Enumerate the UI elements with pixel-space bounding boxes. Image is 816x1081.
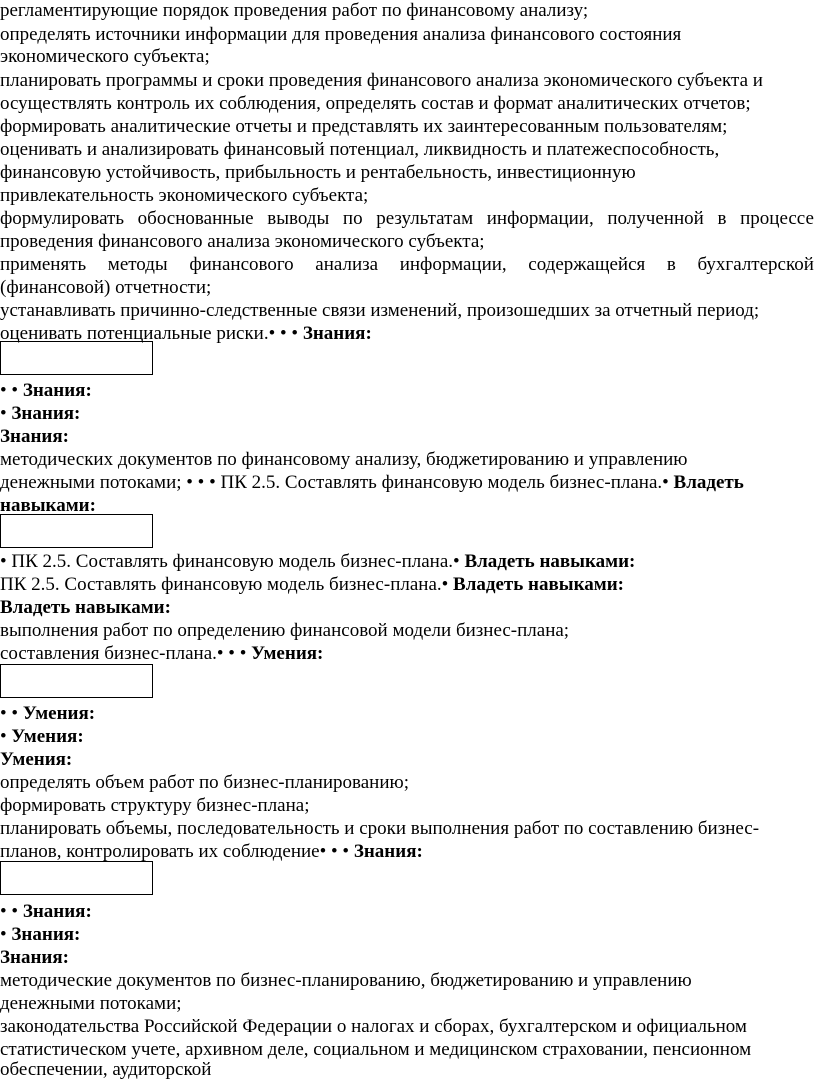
text-line (0, 901, 816, 923)
text-line (0, 597, 816, 619)
bullet-group: • • (0, 380, 19, 401)
bullet-group: • • • (319, 841, 350, 862)
text-line (0, 841, 816, 863)
text-line (0, 426, 816, 448)
text-line: экономического субъекта; (0, 46, 210, 67)
section-heading: Знания: (302, 323, 372, 344)
line-text: ПК 2.5. Составлять финансовую модель бизнес-плана. (0, 574, 442, 595)
text-line: выполнения работ по определению финансовой модели бизнес-плана; (0, 620, 570, 641)
text-line: определять источники информации для проведения анализа финансового состояния (0, 24, 682, 45)
text-line: финансовую устойчивость, прибыльность и рентабельность, инвестиционную (0, 162, 636, 183)
justified-line (0, 254, 814, 276)
word: в (666, 254, 676, 275)
text-line: устанавливать причинно-следственные связи изменений, произошедших за отчетный период; (0, 300, 760, 321)
word: бухгалтерской (697, 254, 814, 275)
word: выводы (267, 208, 330, 229)
section-heading: Знания: (0, 426, 69, 447)
word: применять (0, 254, 87, 275)
section-heading: Владеть навыками: (0, 597, 171, 618)
section-heading: Владеть навыками: (464, 551, 636, 572)
empty-form-box (0, 664, 153, 698)
word: финансового (189, 254, 294, 275)
section-heading: Владеть (673, 472, 744, 493)
word: в (717, 208, 727, 229)
text-line: формировать структуру бизнес-плана; (0, 795, 310, 816)
bullet-group: • (0, 726, 7, 747)
word: информации, (486, 208, 594, 229)
section-heading: Знания: (353, 841, 423, 862)
text-line: определять объем работ по бизнес-планированию; (0, 772, 409, 793)
section-heading: Умения: (0, 749, 73, 770)
bullet-group: • (0, 403, 7, 424)
section-heading: Знания: (11, 924, 81, 945)
line-text: планов, контролировать их соблюдение (0, 841, 320, 862)
line-text: ПК 2.5. Составлять финансовую модель бизнес-плана. (11, 551, 454, 572)
word: информации, (399, 254, 507, 275)
empty-form-box (0, 861, 153, 895)
text-line: законодательства Российской Федерации о налогах и сборах, бухгалтерском и официальном (0, 1016, 747, 1037)
section-heading: Знания: (0, 947, 69, 968)
section-heading: Знания: (11, 403, 81, 424)
text-line (0, 643, 816, 665)
bullet-group: • (0, 551, 7, 572)
text-line (0, 403, 816, 425)
bullet-group: • (662, 472, 669, 493)
text-line: обеспечении, аудиторской (0, 1059, 212, 1080)
word: по (342, 208, 363, 229)
word: содержащейся (528, 254, 646, 275)
bullet-group: • • • (216, 643, 247, 664)
bullet-group: • • (0, 901, 19, 922)
text-line: формировать аналитические отчеты и представлять их заинтересованным пользователям; (0, 116, 728, 137)
word: обоснованные (137, 208, 254, 229)
section-heading: Умения: (251, 643, 324, 664)
section-heading: Умения: (11, 726, 84, 747)
line-text: составления бизнес-плана. (0, 643, 217, 664)
bullet-group: • • • (186, 472, 216, 493)
section-heading: Владеть навыками: (453, 574, 624, 595)
text-line: методических документов по финансовому анализу, бюджетированию и управлению (0, 449, 688, 470)
bullet-group: • (441, 574, 449, 595)
text-line: осуществлять контроль их соблюдения, определять состав и формат аналитических отчетов; (0, 93, 751, 114)
section-heading: Знания: (22, 380, 92, 401)
text-line: проведения финансового анализа экономического субъекта; (0, 231, 485, 252)
empty-form-box (0, 341, 153, 375)
text-line (0, 380, 816, 402)
word: полученной (607, 208, 704, 229)
text-line: оценивать и анализировать финансовый потенциал, ликвидность и платежеспособность, (0, 139, 720, 160)
bullet-group: • (453, 551, 460, 572)
section-heading: Знания: (22, 901, 92, 922)
justified-line (0, 208, 814, 230)
text-line: статистическом учете, архивном деле, социальном и медицинском страховании, пенсионном (0, 1039, 752, 1060)
section-heading: Умения: (22, 703, 96, 724)
bullet-group: • (0, 924, 7, 945)
line-text: ПК 2.5. Составлять финансовую модель бизнес-плана. (220, 472, 663, 493)
word: анализа (315, 254, 379, 275)
text-line: методические документов по бизнес-планированию, бюджетированию и управлению (0, 970, 692, 991)
text-line (0, 726, 816, 748)
text-line (0, 703, 816, 725)
bullet-group: • • (0, 703, 19, 724)
section-heading: навыками: (0, 495, 96, 516)
word: формулировать (0, 208, 124, 229)
line-text: оценивать потенциальные риски. (0, 323, 269, 344)
word: результатам (376, 208, 474, 229)
text-line: планировать программы и сроки проведения финансового анализа экономического субъекта и (0, 70, 763, 91)
word: методы (107, 254, 168, 275)
text-line (0, 574, 816, 596)
text-line: регламентирующие порядок проведения работ по финансовому анализу; (0, 0, 589, 21)
text-line (0, 551, 816, 573)
word: процессе (740, 208, 814, 229)
text-line (0, 472, 816, 494)
text-line: планировать объемы, последовательность и сроки выполнения работ по составлению бизнес- (0, 818, 760, 839)
empty-form-box (0, 514, 153, 548)
text-line (0, 924, 816, 946)
text-line (0, 749, 816, 771)
text-line: (финансовой) отчетности; (0, 277, 212, 298)
bullet-group: • • • (268, 323, 299, 344)
line-text: денежными потоками; (0, 472, 182, 493)
text-line (0, 947, 816, 969)
text-line: денежными потоками; (0, 993, 182, 1014)
text-line: привлекательность экономического субъекта; (0, 185, 369, 206)
